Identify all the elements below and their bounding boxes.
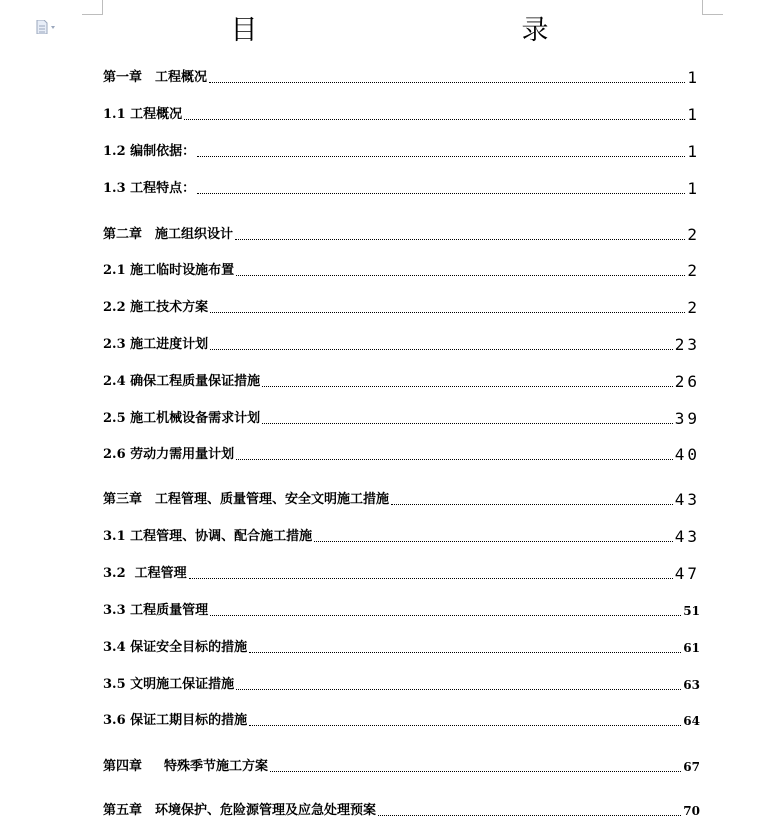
toc-leader-dots	[270, 771, 681, 772]
toc-leader-dots	[235, 239, 685, 240]
toc-entry[interactable]	[103, 101, 700, 123]
toc-leader-dots	[197, 193, 685, 194]
toc-entry-page: 23	[674, 335, 700, 354]
toc-entry-label: 第五章 环境保护、危险源管理及应急处理预案	[103, 803, 377, 818]
toc-entry-label: 3.3 工程质量管理	[103, 603, 209, 618]
toc-entry-label: 2.4 确保工程质量保证措施	[103, 374, 261, 389]
toc-entry-page: 39	[674, 409, 700, 428]
toc-entry-label: 第一章 工程概况	[103, 70, 208, 85]
toc-entry-label: 3.1 工程管理、协调、配合施工措施	[103, 529, 313, 544]
toc-entry[interactable]	[103, 331, 700, 353]
toc-entry-page: 63	[683, 678, 700, 692]
toc-entry[interactable]	[103, 175, 700, 197]
toc-entry[interactable]	[103, 138, 700, 160]
toc-entry-label: 3.6 保证工期目标的措施	[103, 713, 248, 728]
toc-leader-dots	[314, 541, 673, 542]
toc-leader-dots	[197, 156, 685, 157]
toc-entry[interactable]	[103, 597, 700, 619]
toc-entry-page: 1	[687, 142, 700, 161]
toc-entry[interactable]	[103, 523, 700, 545]
toc-leader-dots	[262, 423, 673, 424]
toc-entry-page: 2	[687, 261, 700, 280]
toc-entry-label: 第四章 特殊季节施工方案	[103, 759, 269, 774]
toc-entry-label: 2.3 施工进度计划	[103, 337, 209, 352]
toc-leader-dots	[249, 652, 681, 653]
toc-leader-dots	[236, 275, 685, 276]
toc-leader-dots	[262, 386, 673, 387]
toc-entry-page: 26	[674, 372, 700, 391]
toc-entry-page: 2	[687, 298, 700, 317]
toc-entry-page: 2	[687, 225, 700, 244]
toc-entry[interactable]	[103, 707, 700, 729]
toc-entry-page: 43	[674, 490, 700, 509]
page-title: 目 录	[230, 15, 619, 46]
toc-entry-label: 第二章 施工组织设计	[103, 227, 234, 242]
toc-leader-dots	[209, 82, 685, 83]
toc-entry-page: 61	[683, 641, 700, 655]
toc-entry[interactable]	[103, 64, 700, 86]
toc-leader-dots	[236, 459, 673, 460]
toc-entry-page: 67	[683, 760, 700, 774]
toc-entry-label: 2.2 施工技术方案	[103, 300, 209, 315]
toc-entry-label: 3.5 文明施工保证措施	[103, 677, 235, 692]
toc-entry[interactable]	[103, 560, 700, 582]
toc-entry-page: 51	[683, 604, 700, 618]
toc-entry-page: 43	[674, 527, 700, 546]
toc-entry[interactable]	[103, 797, 700, 819]
toc-entry[interactable]	[103, 441, 700, 463]
toc-entry-page: 47	[674, 564, 700, 583]
toc-entry-label: 1.3 工程特点：	[103, 181, 196, 196]
toc-entry-page: 1	[687, 68, 700, 87]
toc-entry-label: 2.1 施工临时设施布置	[103, 263, 235, 278]
toc-entry-label: 2.5 施工机械设备需求计划	[103, 411, 261, 426]
toc-entry[interactable]	[103, 221, 700, 243]
toc-entry[interactable]	[103, 368, 700, 390]
toc-leader-dots	[210, 615, 681, 616]
toc-entry-label: 3.2 工程管理	[103, 566, 187, 581]
toc-entry[interactable]	[103, 634, 700, 656]
toc-entry[interactable]	[103, 671, 700, 693]
toc-leader-dots	[236, 689, 681, 690]
toc-entry-label: 1.1 工程概况	[103, 107, 183, 122]
toc-entry[interactable]	[103, 294, 700, 316]
toc-leader-dots	[189, 578, 673, 579]
toc-entry[interactable]	[103, 257, 700, 279]
toc-leader-dots	[184, 119, 685, 120]
toc-entry-label: 1.2 编制依据：	[103, 144, 196, 159]
toc-entry-page: 1	[687, 105, 700, 124]
toc-entry-page: 40	[674, 445, 700, 464]
toc-leader-dots	[210, 349, 673, 350]
toc-leader-dots	[378, 815, 681, 816]
toc-entry-label: 2.6 劳动力需用量计划	[103, 447, 235, 462]
toc-leader-dots	[391, 504, 673, 505]
toc-leader-dots	[210, 312, 685, 313]
toc-leader-dots	[249, 725, 681, 726]
toc-entry-page: 1	[687, 179, 700, 198]
toc-entry-label: 第三章 工程管理、质量管理、安全文明施工措施	[103, 492, 390, 507]
toc-entry[interactable]	[103, 405, 700, 427]
toc-entry-label: 3.4 保证安全目标的措施	[103, 640, 248, 655]
toc-entry[interactable]	[103, 753, 700, 775]
toc-entry-page: 64	[683, 714, 700, 728]
toc-entry[interactable]	[103, 486, 700, 508]
toc-entry-page: 70	[683, 804, 700, 818]
